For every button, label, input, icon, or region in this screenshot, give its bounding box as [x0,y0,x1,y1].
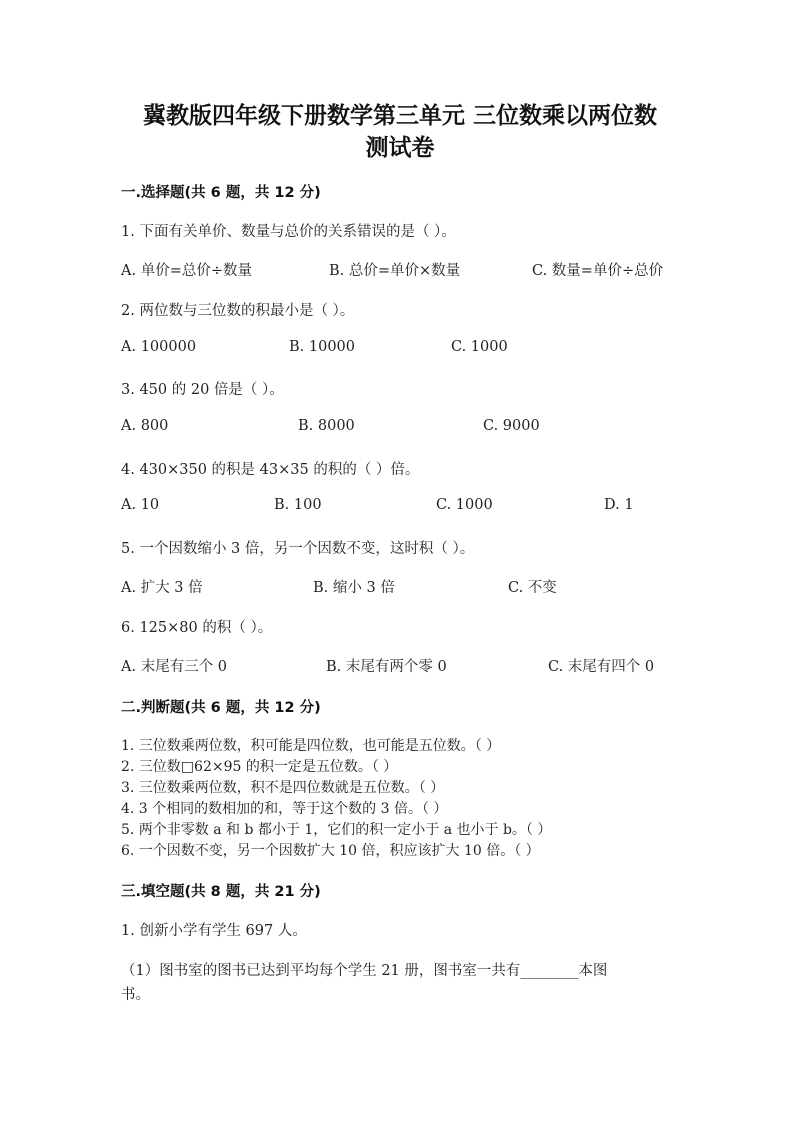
section-header-fill: 三.填空题(共 8 题，共 21 分) [121,884,321,900]
question-2: 2. 两位数与三位数的积最小是（ ）。 [121,303,355,319]
judge-item-4: 4. 3 个相同的数相加的和，等于这个数的 3 倍。（ ） [121,801,448,817]
option-4b: B. 100 [274,497,322,513]
option-6a: A. 末尾有三个 0 [121,659,228,675]
question-5: 5. 一个因数缩小 3 倍，另一个因数不变，这时积（ ）。 [121,541,475,557]
option-1a: A. 单价=总价÷数量 [121,263,252,279]
judge-item-1: 1. 三位数乘两位数，积可能是四位数，也可能是五位数。（ ） [121,738,501,754]
option-5c: C. 不变 [508,580,557,596]
option-6c: C. 末尾有四个 0 [548,659,655,675]
option-3b: B. 8000 [298,418,355,434]
section-header-judge: 二.判断题(共 6 题，共 12 分) [121,700,321,716]
question-6: 6. 125×80 的积（ ）。 [121,620,273,636]
fill-question-1-sub1-cont: 书。 [121,987,150,1003]
judge-item-5: 5. 两个非零数 a 和 b 都小于 1，它们的积一定小于 a 也小于 b。（ ） [121,822,552,838]
option-5a: A. 扩大 3 倍 [121,580,203,596]
question-4: 4. 430×350 的积是 43×35 的积的（ ）倍。 [121,462,420,478]
fill-question-1: 1. 创新小学有学生 697 人。 [121,923,307,939]
option-4c: C. 1000 [436,497,493,513]
option-1c: C. 数量=单价÷总价 [532,263,664,279]
option-4d: D. 1 [604,497,634,513]
option-6b: B. 末尾有两个零 0 [326,659,447,675]
fill-question-1-sub1: （1）图书室的图书已达到平均每个学生 21 册，图书室一共有________本图 [121,963,608,979]
option-2a: A. 100000 [121,339,197,355]
page-title-line2: 测试卷 [365,135,435,161]
judge-item-2: 2. 三位数□62×95 的积一定是五位数。（ ） [121,759,398,775]
option-2b: B. 10000 [289,339,356,355]
section-header-choice: 一.选择题(共 6 题，共 12 分) [121,185,321,201]
page-title: 冀教版四年级下册数学第三单元 三位数乘以两位数 [142,103,657,129]
option-2c: C. 1000 [451,339,508,355]
question-3: 3. 450 的 20 倍是（ ）。 [121,382,284,398]
option-4a: A. 10 [121,497,160,513]
option-3c: C. 9000 [483,418,540,434]
judge-item-6: 6. 一个因数不变，另一个因数扩大 10 倍，积应该扩大 10 倍。（ ） [121,843,540,859]
option-1b: B. 总价=单价×数量 [329,263,461,279]
option-5b: B. 缩小 3 倍 [313,580,395,596]
judge-item-3: 3. 三位数乘两位数，积不是四位数就是五位数。（ ） [121,780,445,796]
option-3a: A. 800 [121,418,169,434]
question-1: 1. 下面有关单价、数量与总价的关系错误的是（ ）。 [121,224,456,240]
